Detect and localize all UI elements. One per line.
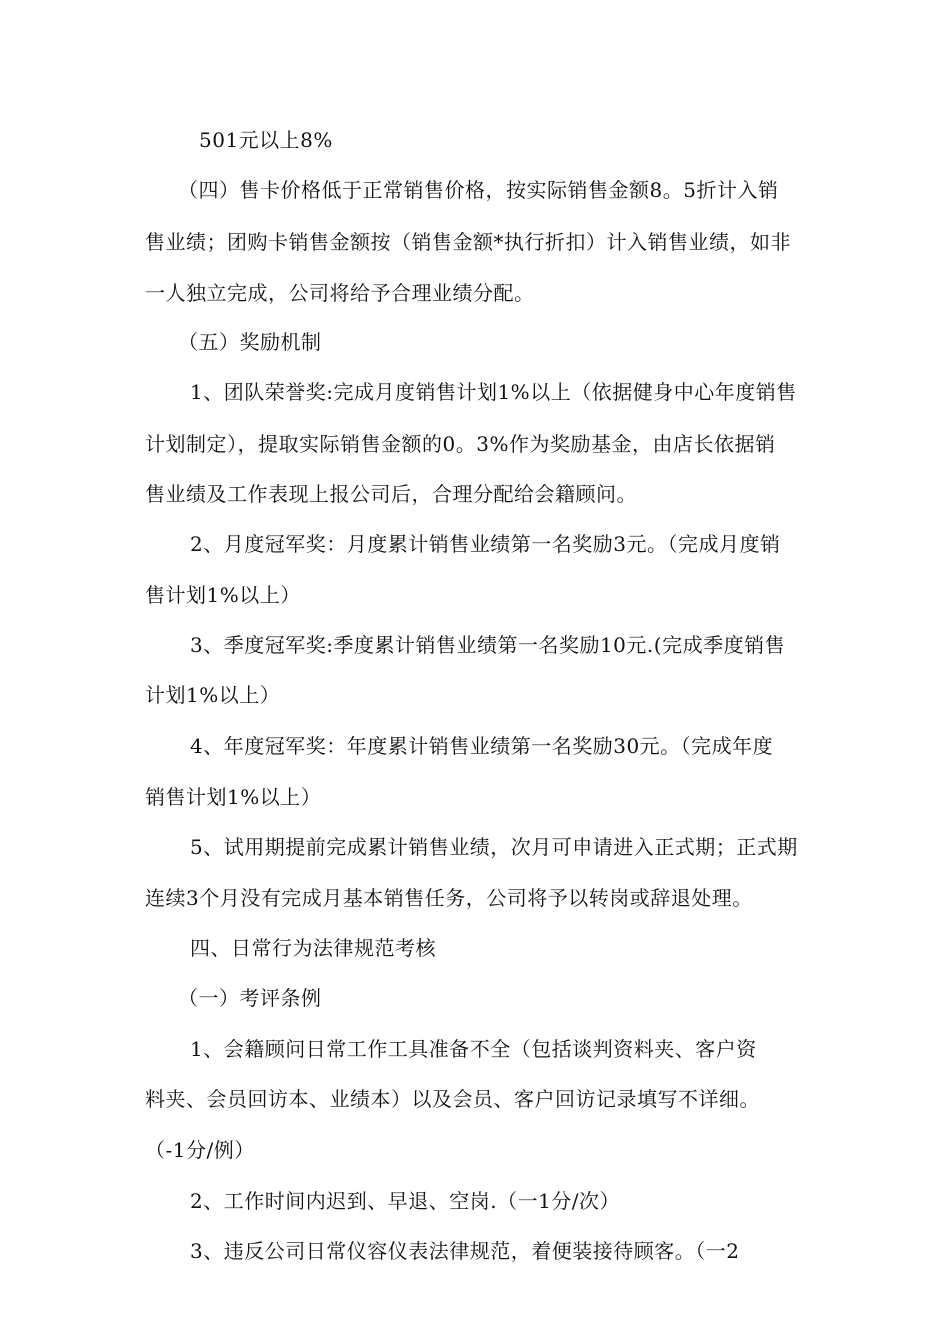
text-line: （-1分/例） [145,1138,255,1162]
text-line: 售业绩；团购卡销售金额按（销售金额*执行折扣）计入销售业绩，如非 [145,230,791,254]
text-line: 售业绩及工作表现上报公司后，合理分配给会籍顾问。 [145,482,637,506]
section-heading: （一）考评条例 [178,986,322,1010]
text-line: 销售计划1%以上） [145,785,322,809]
text-line: 计划1%以上） [145,683,281,707]
text-line: 2、月度冠军奖：月度累计销售业绩第一名奖励3元。（完成月度销 [190,532,781,556]
text-line: 售计划1%以上） [145,583,301,607]
section-heading: （五）奖励机制 [178,330,322,354]
text-line: 501元以上8% [199,128,333,152]
section-heading: 四、日常行为法律规范考核 [190,936,436,960]
text-line: 一人独立完成，公司将给予合理业绩分配。 [145,281,535,305]
text-line: 连续3个月没有完成月基本销售任务，公司将予以转岗或辞退处理。 [145,886,753,910]
text-line: 计划制定），提取实际销售金额的0。3%作为奖励基金，由店长依据销 [145,432,776,456]
text-line: 4、年度冠军奖：年度累计销售业绩第一名奖励30元。（完成年度 [190,734,774,758]
text-line: 5、试用期提前完成累计销售业绩，次月可申请进入正式期；正式期 [190,835,798,859]
text-line: 3、违反公司日常仪容仪表法律规范，着便装接待顾客。（一2 [190,1239,740,1263]
text-line: 2、工作时间内迟到、早退、空岗.（一1分/次） [190,1189,621,1213]
text-line: 1、会籍顾问日常工作工具准备不全（包括谈判资料夹、客户资 [190,1037,757,1061]
text-line: （四）售卡价格低于正常销售价格，按实际销售金额8。5折计入销 [178,178,779,202]
text-line: 3、季度冠军奖:季度累计销售业绩第一名奖励10元.(完成季度销售 [190,633,786,657]
text-line: 料夹、会员回访本、业绩本）以及会员、客户回访记录填写不详细。 [145,1087,760,1111]
text-line: 1、团队荣誉奖:完成月度销售计划1%以上（依据健身中心年度销售 [190,380,797,404]
